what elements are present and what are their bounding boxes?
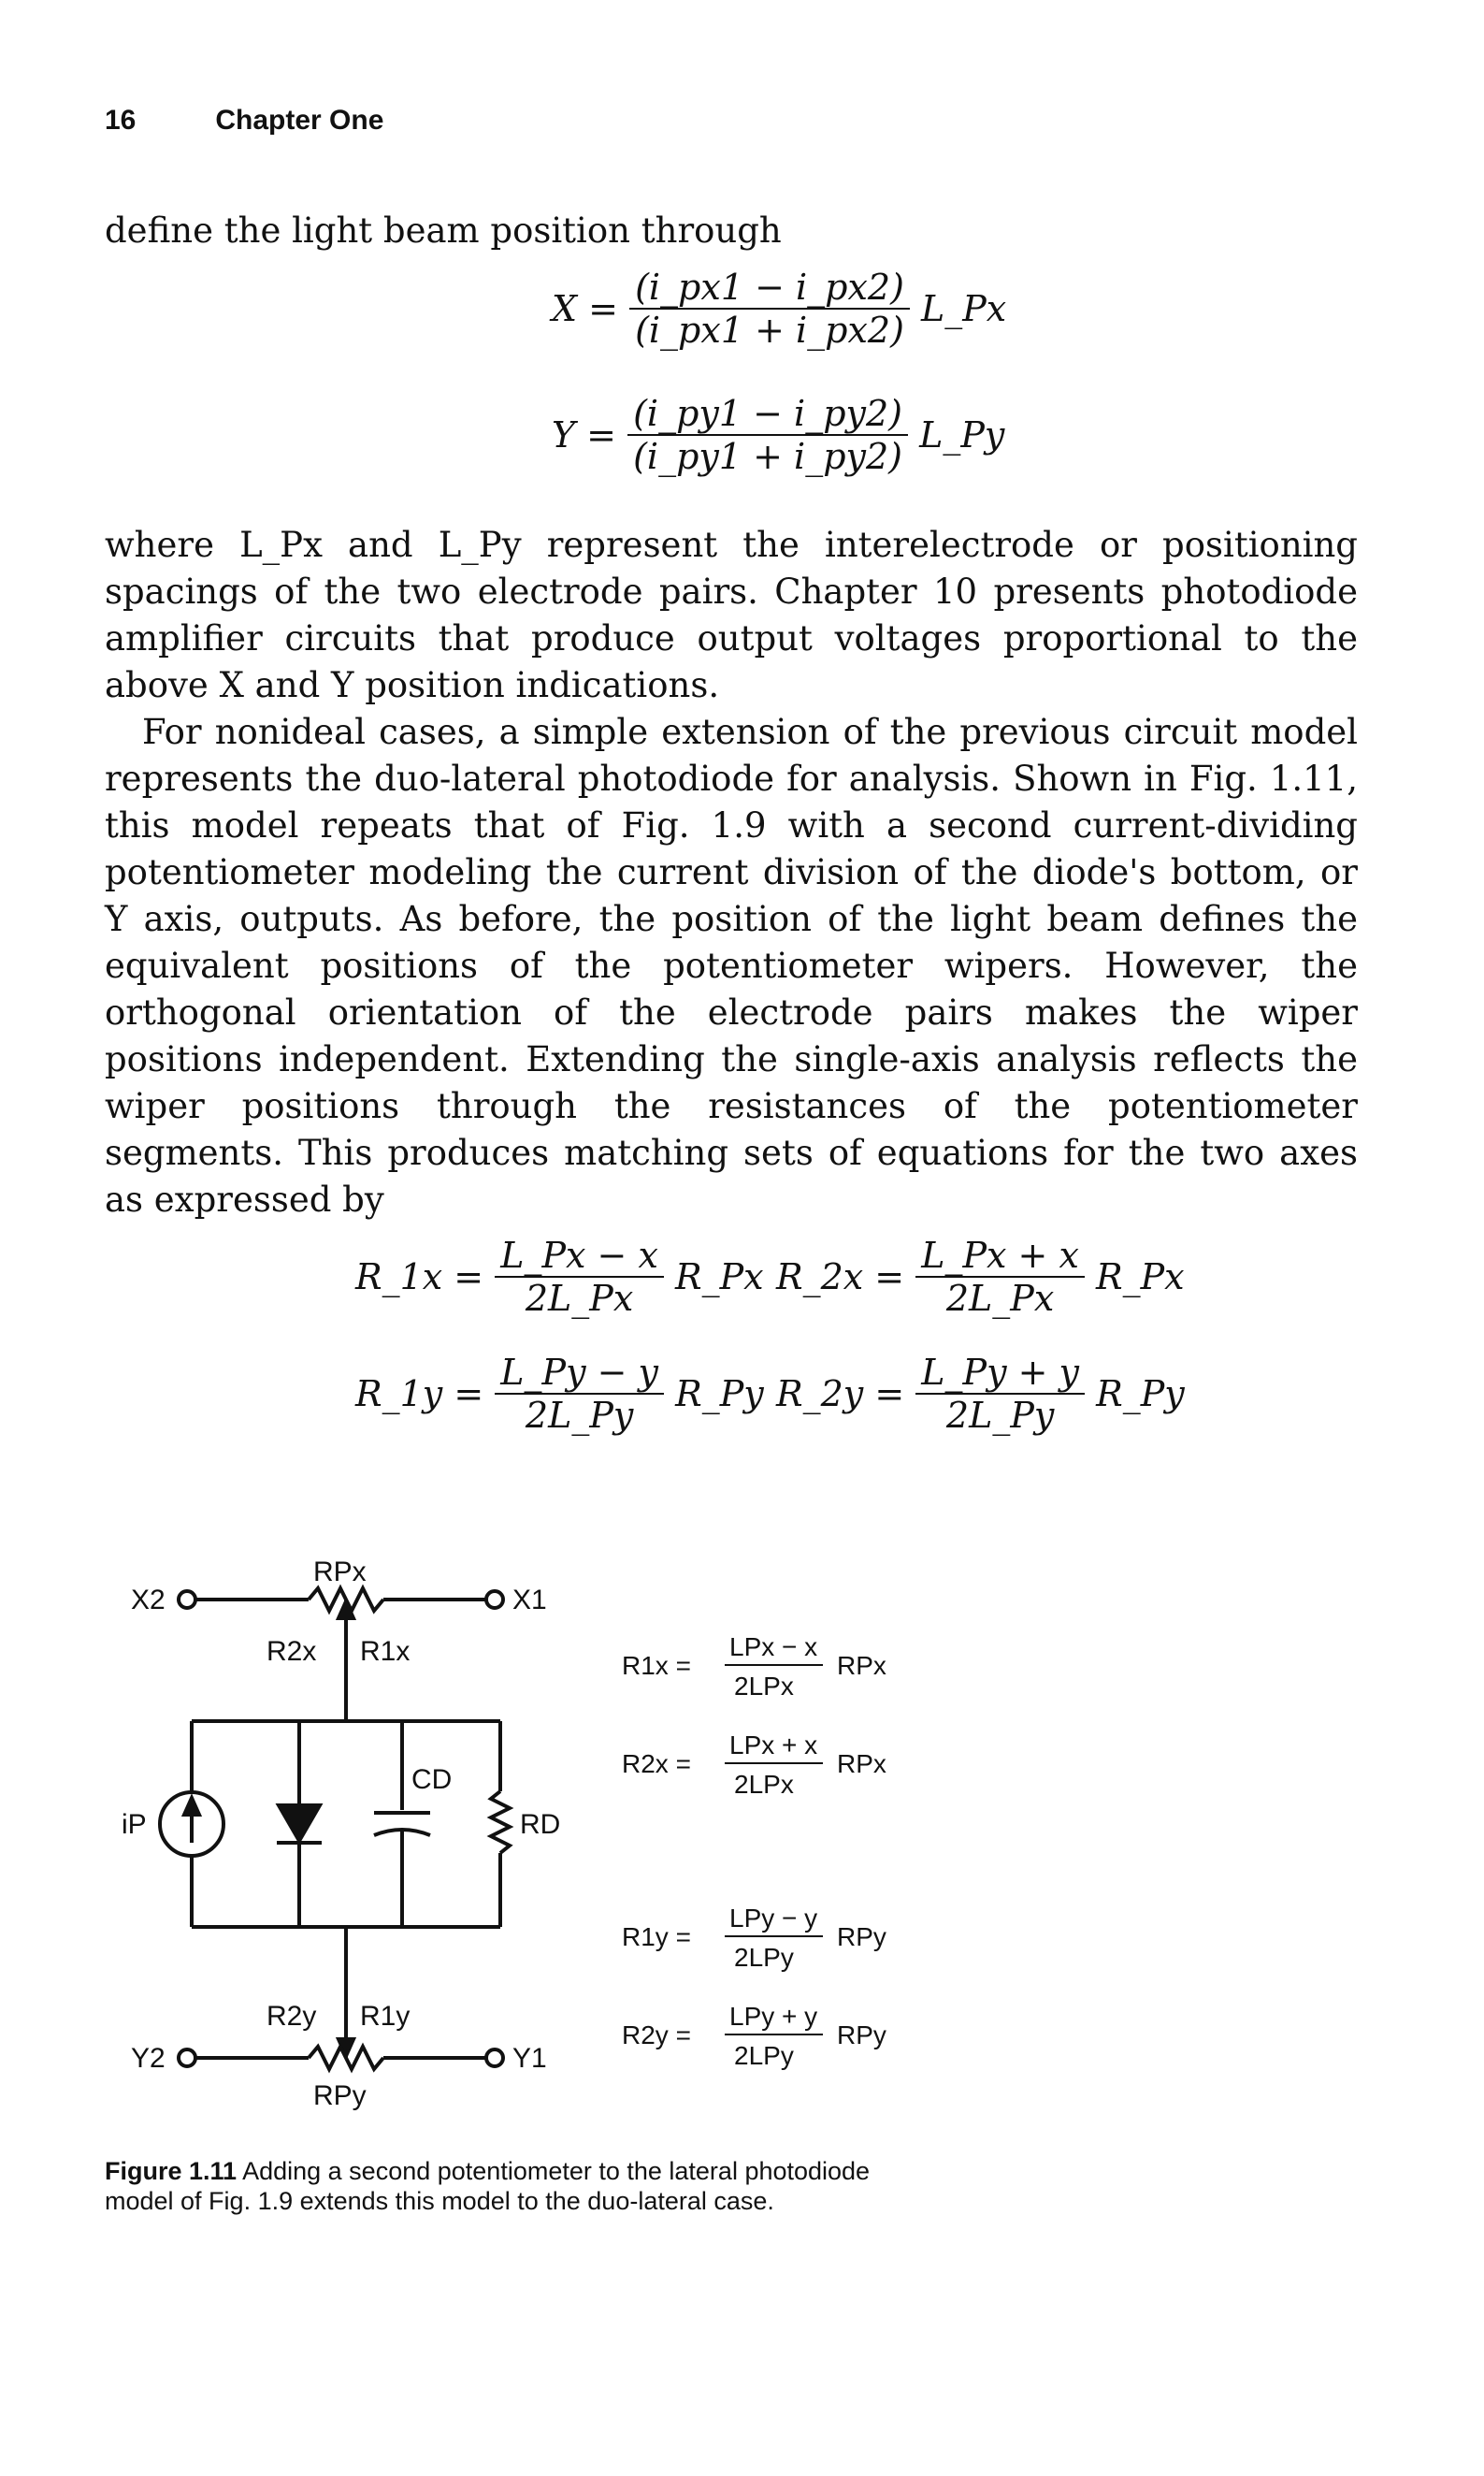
terminal-y2 [179, 2049, 195, 2066]
fig-eq-r1y-num: LPy − y [729, 1904, 818, 1933]
eq-r2x-num: L_Px + x [915, 1235, 1085, 1278]
terminal-x1 [486, 1591, 503, 1608]
label-r1y: R1y [360, 2001, 411, 2032]
eq-y-lhs: Y = [552, 414, 617, 456]
label-r2y: R2y [267, 2001, 317, 2032]
fig-eq-r2x-lhs: R2x = [622, 1749, 691, 1778]
paragraph-2: For nonideal cases, a simple extension of the previous circuit model represents the duo-lateral photodiode for analysis. Shown in Fig. 1.11, this model repeats that of Fig. 1.9 with a second current-dividing potentiometer modeling the current division of the diode's bottom, or Y axis, outputs. As before, the position of the light beam defines the equivalent positions of the potentiometer wipers. However, the orthogonal orientation of the electrode pairs makes the wiper positions independent. Extending the single-axis analysis reflects the wiper positions through the resistances of the potentiometer segments. This produces matching sets of equations for the two axes as expressed by [105, 712, 1358, 1220]
eq-r1y-lhs: R_1y = [355, 1373, 484, 1414]
eq-r2y-den: 2L_Py [945, 1395, 1055, 1436]
intro-text: define the light beam position through [105, 210, 782, 251]
eq-r2y-mul: R_Py [1096, 1373, 1185, 1414]
fig-eq-r1x-lhs: R1x = [622, 1651, 691, 1680]
chapter-title: Chapter One [215, 105, 384, 136]
page-number: 16 [105, 105, 137, 136]
figure-caption [105, 2156, 928, 2216]
fig-eq-r1x-den: 2LPx [734, 1672, 794, 1701]
eq-r1y-mul: R_Py [675, 1373, 764, 1414]
eq-r2x-mul: R_Px [1096, 1256, 1185, 1297]
eq-y-multiplier: L_Py [919, 414, 1005, 456]
diode [279, 1805, 320, 1841]
eq-r1x-lhs: R_1x = [355, 1256, 484, 1297]
eq-r1y-num: L_Py − y [495, 1352, 664, 1395]
paragraph-1: where L_Px and L_Py represent the interelectrode or positioning spacings of the two electrode pairs. Chapter 10 presents photodiode amplifier circuits that produce output voltages proportional to the above X and Y position indications. [105, 525, 1358, 705]
terminal-x2 [179, 1591, 195, 1608]
label-y1: Y1 [512, 2043, 547, 2074]
label-y2: Y2 [131, 2043, 166, 2074]
eq-y-numerator: (i_py1 − i_py2) [627, 393, 908, 436]
label-r1x: R1x [360, 1636, 411, 1667]
fig-eq-r2x-num: LPx + x [729, 1730, 818, 1759]
fig-eq-r2x-mul: RPx [837, 1749, 886, 1778]
fig-eq-r1y-lhs: R1y = [622, 1922, 691, 1951]
figure-label: Figure 1.11 [105, 2157, 238, 2185]
eq-r2x-lhs: R_2x = [776, 1256, 905, 1297]
fig-eq-r1y-mul: RPy [837, 1922, 886, 1951]
eq-r2y-num: L_Py + y [915, 1352, 1085, 1395]
label-cd: CD [411, 1764, 453, 1795]
eq-r2y-lhs: R_2y = [776, 1373, 905, 1414]
eq-x-multiplier: L_Px [921, 288, 1007, 329]
eq-r1x-mul: R_Px [675, 1256, 764, 1297]
label-x1: X1 [512, 1585, 547, 1615]
eq-y-denominator: (i_py1 + i_py2) [633, 436, 903, 477]
eq-r2x-den: 2L_Px [945, 1278, 1055, 1319]
fig-eq-r2y-den: 2LPy [734, 2041, 794, 2070]
label-rpy: RPy [313, 2080, 367, 2111]
terminal-y1 [486, 2049, 503, 2066]
eq-r1x-den: 2L_Px [525, 1278, 634, 1319]
fig-eq-r2x-den: 2LPx [734, 1770, 794, 1799]
eq-r1y-den: 2L_Py [525, 1395, 634, 1436]
label-ip: iP [122, 1809, 147, 1840]
label-rpx: RPx [313, 1557, 367, 1587]
eq-x-denominator: (i_px1 + i_px2) [635, 310, 904, 351]
label-x2: X2 [131, 1585, 166, 1615]
fig-eq-r1x-num: LPx − x [729, 1632, 818, 1661]
fig-eq-r2y-num: LPy + y [729, 2002, 818, 2031]
eq-x-numerator: (i_px1 − i_px2) [629, 267, 910, 310]
label-rd: RD [520, 1809, 561, 1840]
fig-eq-r2y-mul: RPy [837, 2020, 886, 2049]
fig-eq-r2y-lhs: R2y = [622, 2020, 691, 2049]
fig-eq-r1x-mul: RPx [837, 1651, 886, 1680]
fig-eq-r1y-den: 2LPy [734, 1943, 794, 1972]
eq-x-lhs: X = [552, 288, 618, 329]
eq-r1x-num: L_Px − x [495, 1235, 664, 1278]
figure-caption-text: Adding a second potentiometer to the lateral photodiode model of Fig. 1.9 extends this model to the duo-lateral case. [105, 2157, 871, 2215]
label-r2x: R2x [267, 1636, 317, 1667]
resistor-rd [491, 1791, 510, 1853]
